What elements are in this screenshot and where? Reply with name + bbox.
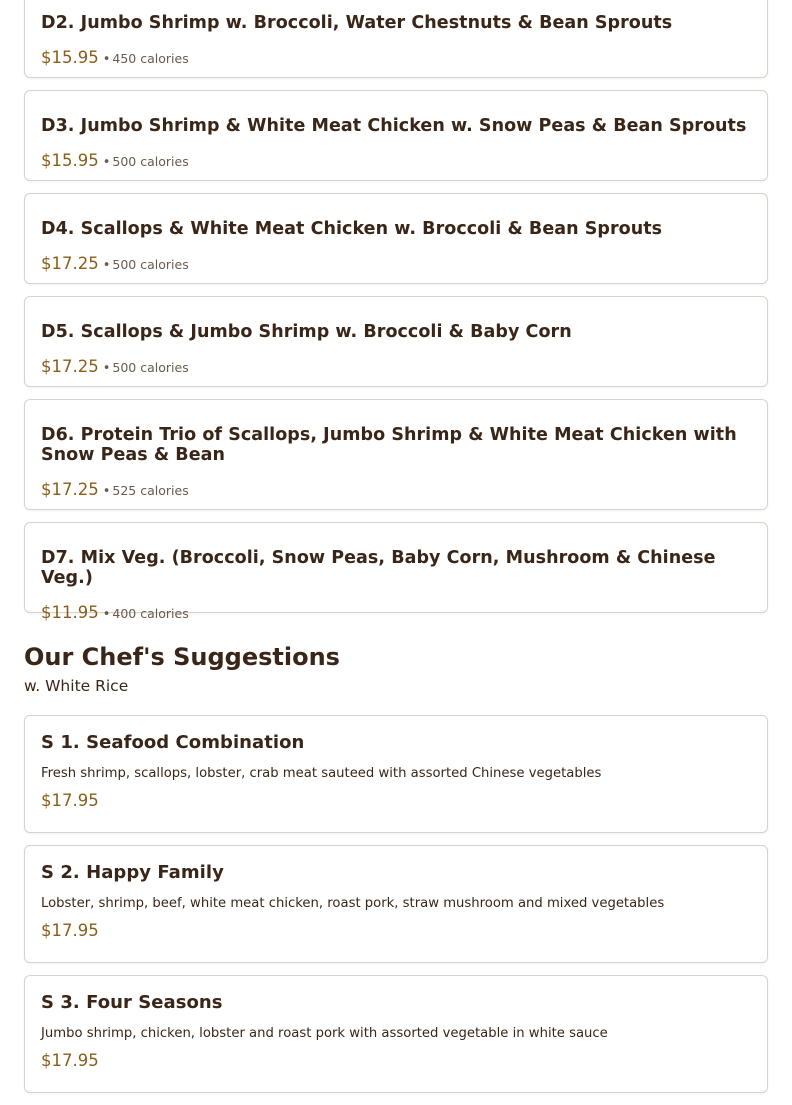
item-name: D4. Scallops & White Meat Chicken w. Broccoli & Bean Sprouts <box>41 219 663 239</box>
item-name: S 2. Happy Family <box>41 862 224 883</box>
menu-item-card[interactable] <box>24 845 768 963</box>
item-name: S 3. Four Seasons <box>41 992 223 1013</box>
item-calories: 500 calories <box>112 257 189 272</box>
item-name: D7. Mix Veg. (Broccoli, Snow Peas, Baby Corn, Mushroom & Chinese Veg.) <box>41 548 716 588</box>
section-title: Our Chef's Suggestions <box>24 643 340 671</box>
price-row <box>41 253 751 277</box>
menu-item-card[interactable] <box>24 399 768 510</box>
item-name: D6. Protein Trio of Scallops, Jumbo Shrimp & White Meat Chicken with Snow Peas & Bean <box>41 425 737 465</box>
bullet-separator: • <box>102 155 111 170</box>
chef-suggestions-header <box>24 642 768 696</box>
item-price: $17.25 <box>41 357 99 376</box>
item-price: $17.95 <box>41 1051 99 1070</box>
menu-item-card[interactable] <box>24 296 768 387</box>
menu-item-card[interactable] <box>24 715 768 833</box>
item-description: Fresh shrimp, scallops, lobster, crab meat sauteed with assorted Chinese vegetables <box>41 766 602 781</box>
item-calories: 500 calories <box>112 154 189 169</box>
bullet-separator: • <box>102 52 111 67</box>
price-row <box>41 356 751 380</box>
item-calories: 525 calories <box>112 483 189 498</box>
item-price: $17.25 <box>41 254 99 273</box>
item-price: $15.95 <box>41 48 99 67</box>
price-row <box>41 1050 751 1072</box>
menu-item-card[interactable] <box>24 975 768 1093</box>
item-price: $15.95 <box>41 151 99 170</box>
item-price: $17.95 <box>41 921 99 940</box>
item-description: Lobster, shrimp, beef, white meat chicken, roast pork, straw mushroom and mixed vegetables <box>41 896 665 911</box>
item-price: $17.25 <box>41 480 99 499</box>
item-name: D2. Jumbo Shrimp w. Broccoli, Water Chestnuts & Bean Sprouts <box>41 13 673 33</box>
menu-item-card[interactable] <box>24 522 768 622</box>
item-name: D5. Scallops & Jumbo Shrimp w. Broccoli & Baby Corn <box>41 322 572 342</box>
bullet-separator: • <box>102 258 111 273</box>
section-subtitle: w. White Rice <box>24 677 129 695</box>
bullet-separator: • <box>102 607 111 622</box>
menu-item-card[interactable] <box>24 90 768 181</box>
item-price: $17.95 <box>41 791 99 810</box>
price-row <box>41 479 751 503</box>
price-row <box>41 920 751 942</box>
price-row <box>41 150 751 174</box>
bullet-separator: • <box>102 361 111 376</box>
item-calories: 400 calories <box>112 606 189 621</box>
menu-item-card[interactable] <box>24 193 768 284</box>
item-name: S 1. Seafood Combination <box>41 732 305 753</box>
item-description: Jumbo shrimp, chicken, lobster and roast pork with assorted vegetable in white sauce <box>41 1026 608 1041</box>
menu-item-card[interactable] <box>24 0 768 78</box>
price-row <box>41 602 751 626</box>
item-calories: 450 calories <box>112 51 189 66</box>
price-row <box>41 790 751 812</box>
bullet-separator: • <box>102 484 111 499</box>
item-price: $11.95 <box>41 603 99 622</box>
item-calories: 500 calories <box>112 360 189 375</box>
price-row <box>41 47 751 71</box>
item-name: D3. Jumbo Shrimp & White Meat Chicken w. Snow Peas & Bean Sprouts <box>41 116 747 136</box>
